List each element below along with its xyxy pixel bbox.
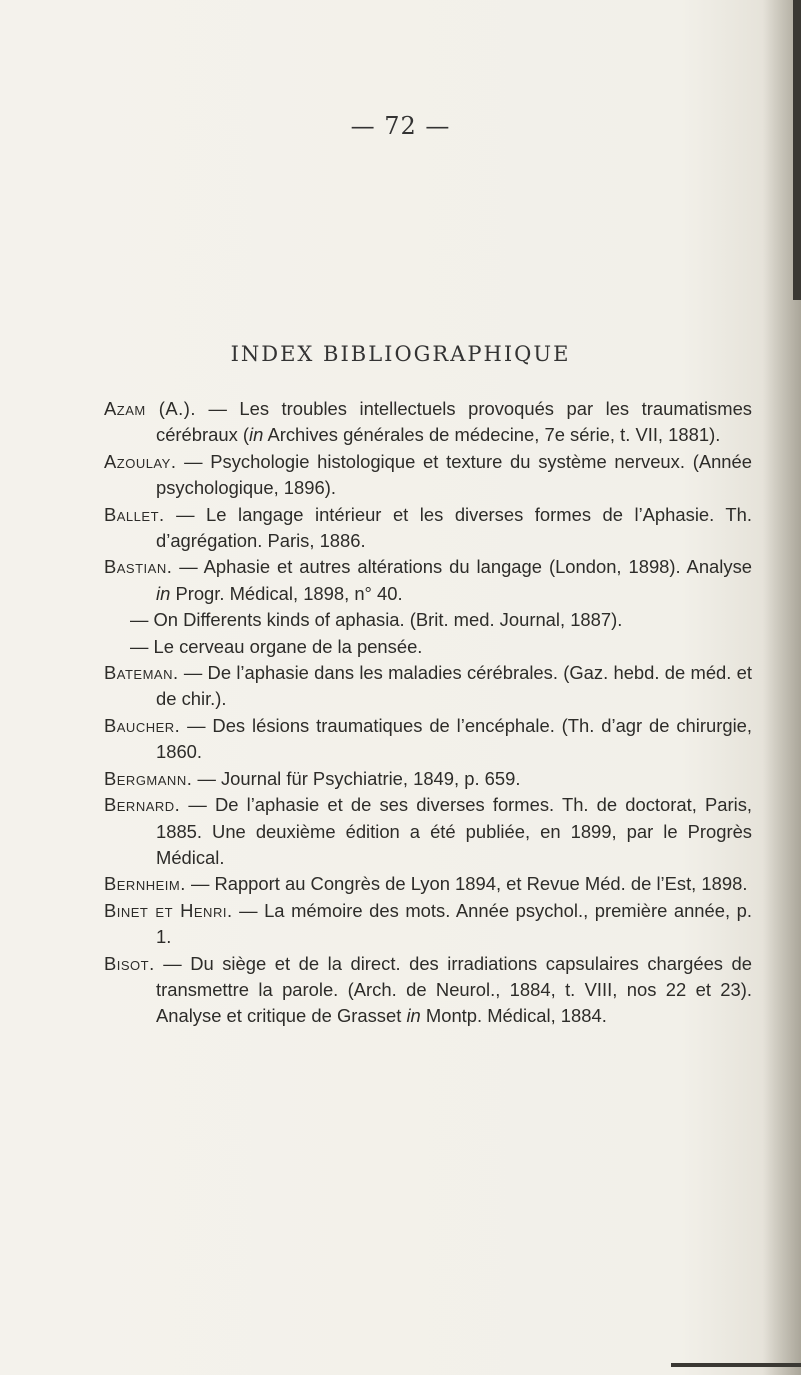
entry-text: — Rapport au Congrès de Lyon 1894, et Revue Méd. de l’Est, 1898. bbox=[185, 873, 748, 895]
bibliography-entry-continuation bbox=[104, 634, 752, 660]
bottom-edge-rule bbox=[671, 1363, 801, 1367]
entry-italic: in bbox=[406, 1005, 421, 1027]
entry-text: — Du siège et de la direct. des irradiations capsulaires chargées de transmettre la parole. (Arch. de Neurol., 1884, t. VIII, nos 22 et 23). Analyse et critique de Grasset bbox=[154, 952, 752, 1027]
entry-author: Baucher. bbox=[104, 714, 181, 736]
bibliography-entry bbox=[104, 951, 752, 1030]
entry-author: Bernheim. bbox=[104, 873, 186, 895]
entry-italic: in bbox=[156, 582, 171, 604]
bibliography-entry bbox=[104, 396, 752, 449]
entry-author: Binet et Henri. bbox=[104, 899, 233, 921]
entry-text-end: Montp. Médical, 1884. bbox=[420, 1005, 607, 1027]
bibliography-entry bbox=[104, 554, 752, 607]
entry-author: Bisot. bbox=[104, 952, 155, 974]
entry-author: Azoulay. bbox=[104, 450, 177, 472]
entry-author: Bastian. bbox=[104, 556, 173, 578]
entry-author: Bateman. bbox=[104, 662, 179, 684]
bibliography-list bbox=[104, 396, 752, 1030]
bibliography-entry bbox=[104, 502, 752, 555]
entry-text-end: Archives générales de médecine, 7e série, t. VII, 1881). bbox=[263, 424, 721, 446]
entry-text: — Des lésions traumatiques de l’encéphale. (Th. d’agr de chirurgie, 1860. bbox=[156, 714, 752, 763]
entry-author: Bergmann. bbox=[104, 767, 193, 789]
entry-author: Ballet. bbox=[104, 503, 165, 525]
entry-text: — De l’aphasie dans les maladies cérébrales. (Gaz. hebd. de méd. et de chir.). bbox=[156, 662, 752, 710]
entry-italic: in bbox=[249, 424, 264, 446]
bibliography-entry bbox=[104, 766, 752, 792]
entry-text: — La mémoire des mots. Année psychol., première année, p. 1. bbox=[156, 899, 752, 948]
entry-author: Bernard. bbox=[104, 794, 181, 816]
bibliography-entry bbox=[104, 449, 752, 502]
bibliography-entry bbox=[104, 792, 752, 871]
page-number: — 72 — bbox=[350, 112, 451, 140]
bibliography-entry-continuation bbox=[104, 607, 752, 633]
page-binding-bar bbox=[793, 0, 801, 300]
entry-text-end: Progr. Médical, 1898, n° 40. bbox=[170, 582, 403, 604]
bibliography-entry bbox=[104, 660, 752, 713]
entry-text: — On Differents kinds of aphasia. (Brit. med. Journal, 1887). bbox=[130, 609, 623, 631]
entry-text: — Psychologie histologique et texture du système nerveux. (Année psychologique, 1896). bbox=[156, 450, 752, 499]
entry-text: — Le langage intérieur et les diverses formes de l’Aphasie. Th. d’agrégation. Paris, 1886. bbox=[156, 503, 752, 552]
bibliography-entry bbox=[104, 898, 752, 951]
entry-text: — Aphasie et autres altérations du langage (London, 1898). Analyse bbox=[172, 556, 752, 578]
entry-text: — Les troubles intellectuels provoqués par les traumatismes cérébraux ( bbox=[156, 398, 752, 446]
entry-author: Azam (A.). bbox=[104, 398, 196, 419]
entry-text: — De l’aphasie et de ses diverses formes. Th. de doctorat, Paris, 1885. Une deuxième édition a été publiée, en 1899, par le Progrès Médical. bbox=[156, 794, 752, 868]
bibliography-entry bbox=[104, 713, 752, 766]
entry-text: — Journal für Psychiatrie, 1849, p. 659. bbox=[192, 767, 521, 789]
bibliography-entry bbox=[104, 871, 752, 897]
index-title: INDEX BIBLIOGRAPHIQUE bbox=[230, 342, 571, 366]
entry-text: — Le cerveau organe de la pensée. bbox=[130, 635, 423, 657]
